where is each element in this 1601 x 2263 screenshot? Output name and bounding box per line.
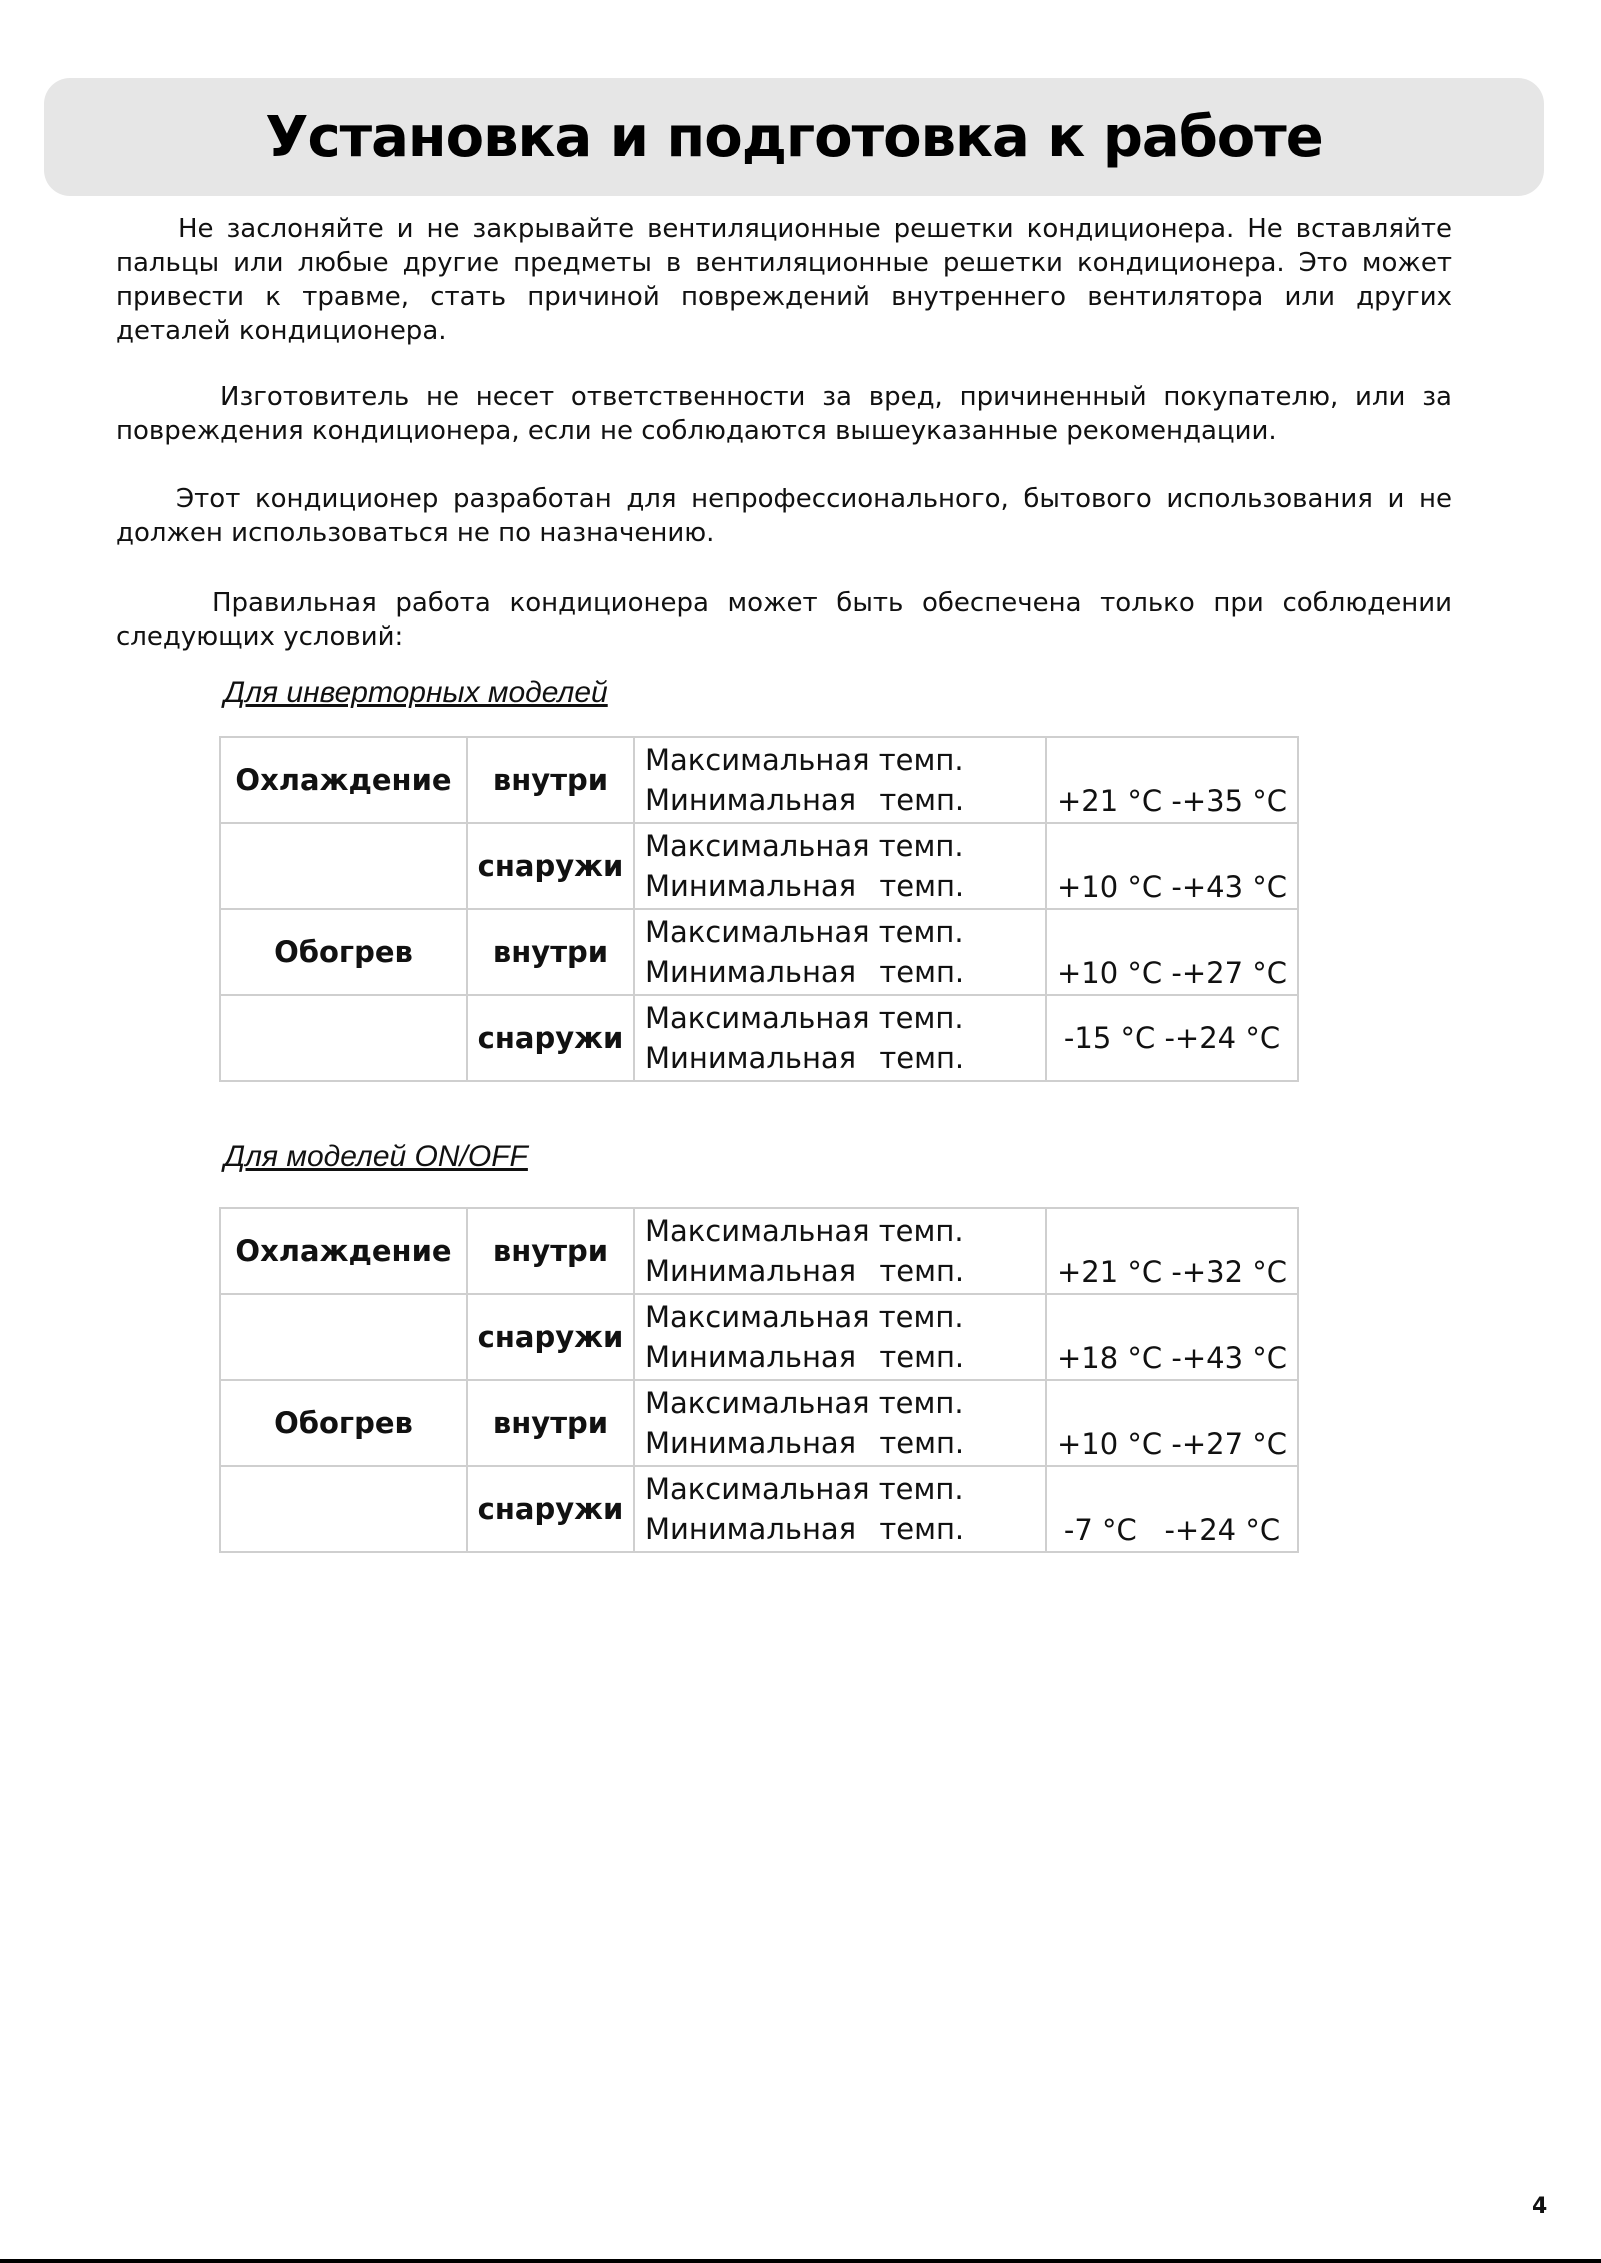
temperature-range: +21 °C -+32 °C <box>1056 1255 1288 1289</box>
max-temp-label: Максимальная темп. <box>645 1386 964 1420</box>
range-cell <box>1046 1208 1298 1294</box>
range-cell <box>1046 737 1298 823</box>
inverter-conditions-table <box>219 736 1299 1082</box>
table-row <box>220 823 1298 909</box>
paragraph-conditions: Правильная работа кондиционера может быть обеспечена только при соблюдении следующих условий: <box>116 588 1452 652</box>
mode-cell <box>220 1466 467 1552</box>
max-temp-label: Максимальная темп. <box>645 829 964 863</box>
temperature-range: +21 °C -+35 °C <box>1056 784 1288 818</box>
location-cell: снаружи <box>467 1294 634 1380</box>
table-row <box>220 1380 1298 1466</box>
range-cell <box>1046 995 1298 1081</box>
onoff-models-heading: Для моделей ON/OFF <box>224 1140 528 1173</box>
title-banner <box>44 78 1544 196</box>
table-row <box>220 1294 1298 1380</box>
min-temp-label: Минимальная темп. <box>645 955 965 989</box>
min-temp-label: Минимальная темп. <box>645 1041 965 1075</box>
min-temp-label: Минимальная темп. <box>645 1426 965 1460</box>
temperature-range: -7 °C -+24 °C <box>1063 1513 1281 1547</box>
range-cell <box>1046 823 1298 909</box>
inverter-models-heading: Для инверторных моделей <box>224 676 608 709</box>
location-cell: внутри <box>467 1208 634 1294</box>
max-temp-label: Максимальная темп. <box>645 915 964 949</box>
table-row <box>220 909 1298 995</box>
min-temp-label: Минимальная темп. <box>645 1254 965 1288</box>
mode-cell <box>220 995 467 1081</box>
mode-cell <box>220 1294 467 1380</box>
location-cell: внутри <box>467 737 634 823</box>
mode-cell <box>220 823 467 909</box>
table-row <box>220 737 1298 823</box>
paragraph-ventilation-warning: Не заслоняйте и не закрывайте вентиляционные решетки кондиционера. Не вставляйте пальцы или любые другие предметы в вентиляционные решетки кондиционера. Это может привести к травме, стать причиной повреждений внутреннего вентилятора или других деталей кондиционера. <box>116 214 1452 346</box>
max-temp-label: Максимальная темп. <box>645 1001 964 1035</box>
temperature-range: -15 °C -+24 °C <box>1063 1021 1281 1055</box>
temperature-range: +18 °C -+43 °C <box>1056 1341 1288 1375</box>
location-cell: внутри <box>467 1380 634 1466</box>
label-cell <box>634 995 1046 1081</box>
table-row <box>220 1208 1298 1294</box>
label-cell <box>634 823 1046 909</box>
min-temp-label: Минимальная темп. <box>645 1512 965 1546</box>
paragraph-intended-use: Этот кондиционер разработан для непрофессионального, бытового использования и не должен использоваться не по назначению. <box>116 484 1452 548</box>
range-cell <box>1046 909 1298 995</box>
mode-cell: Охлаждение <box>220 1208 467 1294</box>
label-cell <box>634 1294 1046 1380</box>
location-cell: снаружи <box>467 1466 634 1552</box>
page-title: Установка и подготовка к работе <box>265 104 1323 170</box>
location-cell: снаружи <box>467 823 634 909</box>
max-temp-label: Максимальная темп. <box>645 1300 964 1334</box>
min-temp-label: Минимальная темп. <box>645 869 965 903</box>
onoff-conditions-table <box>219 1207 1299 1553</box>
label-cell <box>634 909 1046 995</box>
location-cell: снаружи <box>467 995 634 1081</box>
min-temp-label: Минимальная темп. <box>645 783 965 817</box>
mode-cell: Охлаждение <box>220 737 467 823</box>
page-number: 4 <box>1532 2194 1548 2219</box>
max-temp-label: Максимальная темп. <box>645 1214 964 1248</box>
temperature-range: +10 °C -+27 °C <box>1056 956 1288 990</box>
label-cell <box>634 1466 1046 1552</box>
table-row <box>220 995 1298 1081</box>
max-temp-label: Максимальная темп. <box>645 1472 964 1506</box>
temperature-range: +10 °C -+27 °C <box>1056 1427 1288 1461</box>
bottom-divider <box>0 2259 1601 2263</box>
range-cell <box>1046 1380 1298 1466</box>
range-cell <box>1046 1294 1298 1380</box>
range-cell <box>1046 1466 1298 1552</box>
paragraph-liability: Изготовитель не несет ответственности за вред, причиненный покупателю, или за повреждения кондиционера, если не соблюдаются вышеуказанные рекомендации. <box>116 382 1452 446</box>
mode-cell: Обогрев <box>220 909 467 995</box>
temperature-range: +10 °C -+43 °C <box>1056 870 1288 904</box>
label-cell <box>634 1380 1046 1466</box>
table-row <box>220 1466 1298 1552</box>
max-temp-label: Максимальная темп. <box>645 743 964 777</box>
mode-cell: Обогрев <box>220 1380 467 1466</box>
location-cell: внутри <box>467 909 634 995</box>
min-temp-label: Минимальная темп. <box>645 1340 965 1374</box>
label-cell <box>634 1208 1046 1294</box>
label-cell <box>634 737 1046 823</box>
